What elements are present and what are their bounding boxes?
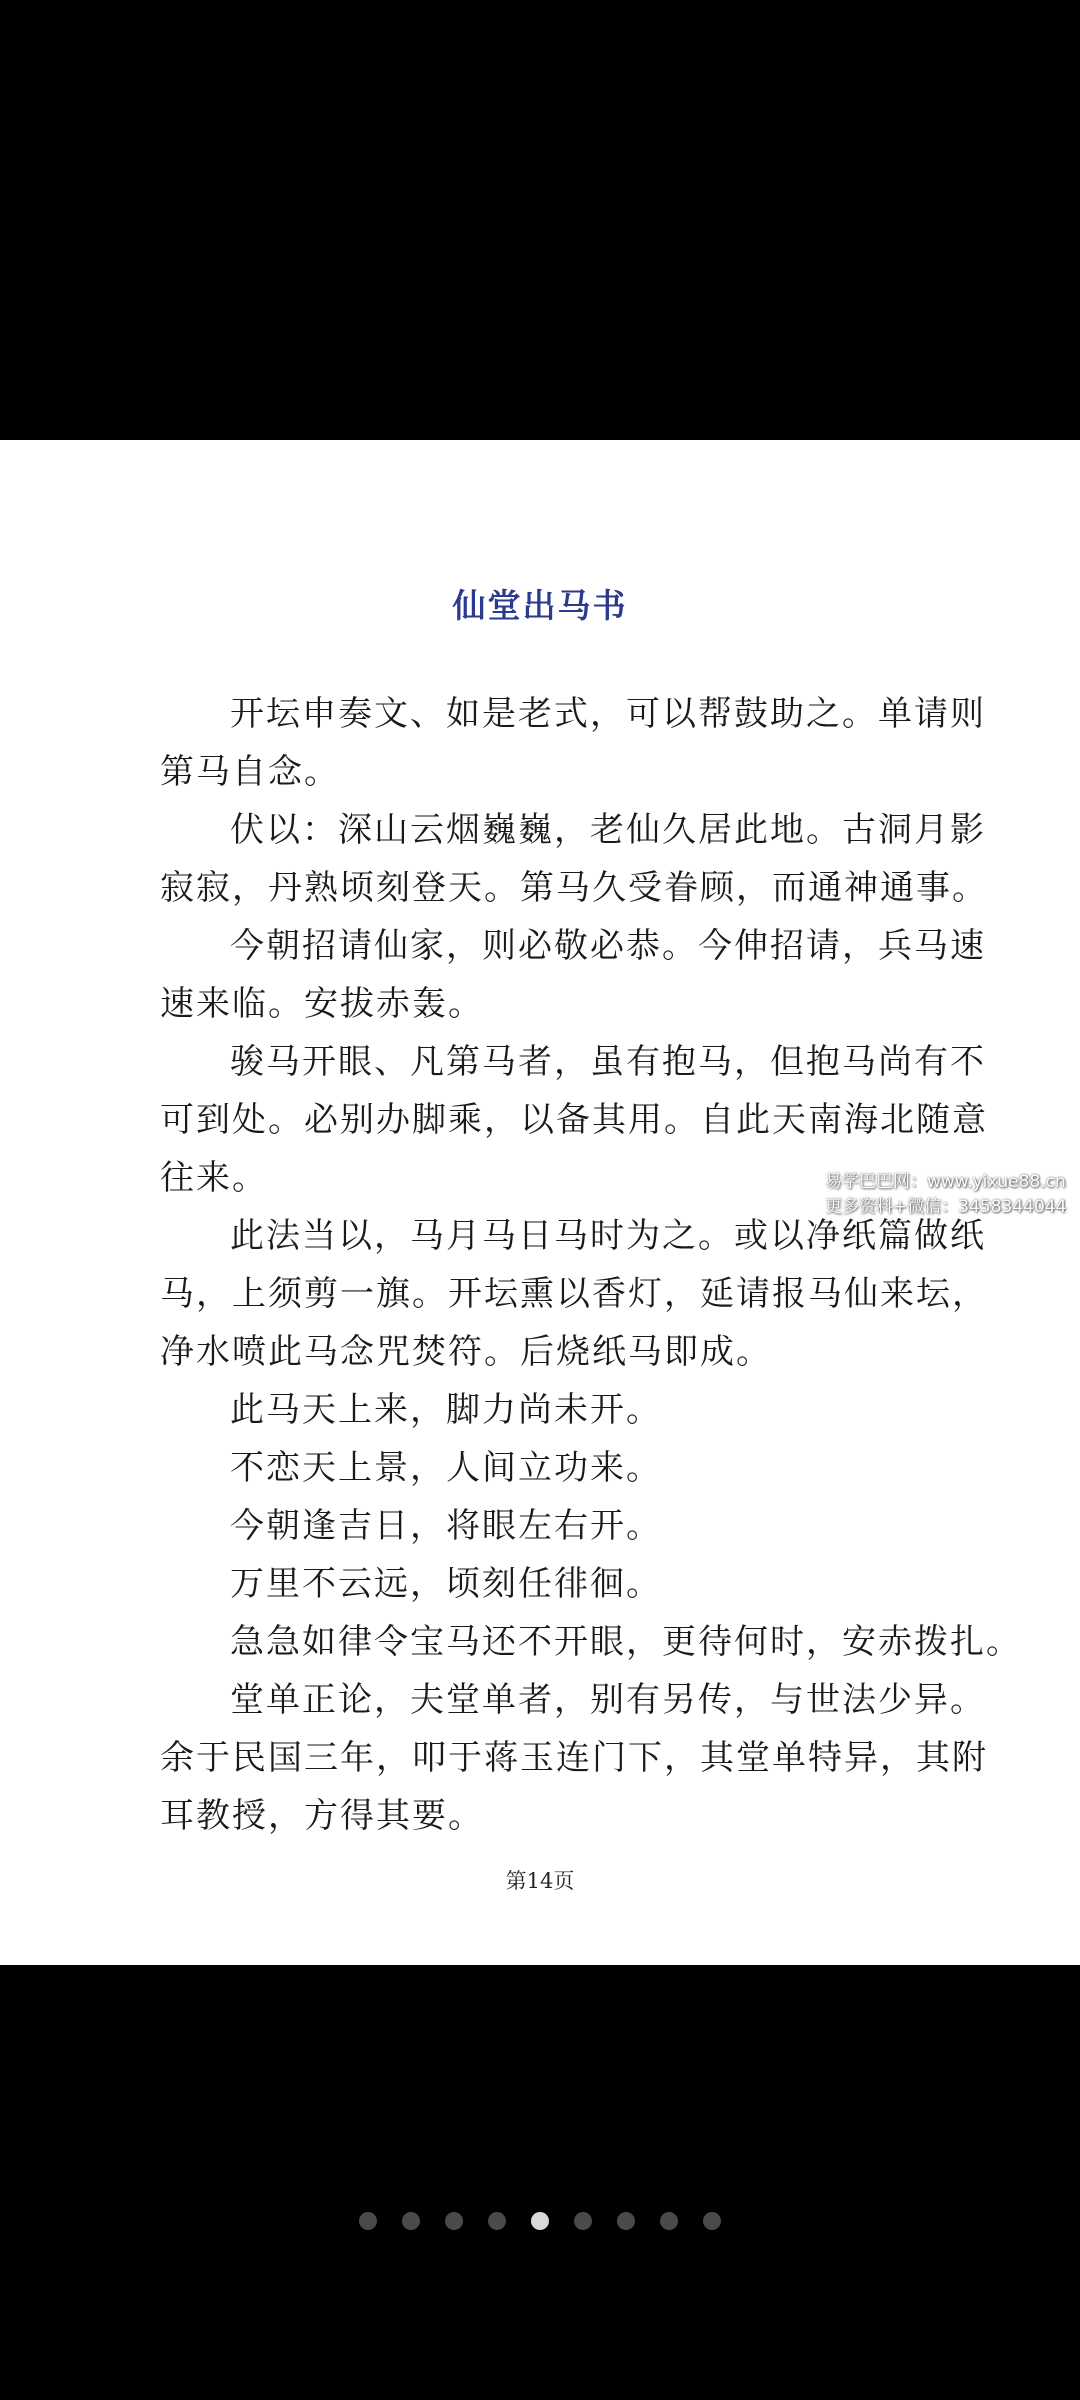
text-line: 耳教授，方得其要。 <box>160 1796 484 1836</box>
text-line: 马，上须剪一旗。开坛熏以香灯，延请报马仙来坛， <box>160 1274 988 1314</box>
text-line: 此法当以，马月马日马时为之。或以净纸篇做纸 <box>230 1216 986 1256</box>
text-line: 第马自念。 <box>160 752 340 792</box>
page-dot[interactable] <box>402 2212 420 2230</box>
page-title: 仙堂出马书 <box>452 586 628 625</box>
text-line: 往来。 <box>160 1158 268 1198</box>
page-dot[interactable] <box>660 2212 678 2230</box>
text-line: 今朝招请仙家，则必敬必恭。今伸招请，兵马速 <box>230 926 986 966</box>
text-line: 堂单正论，夫堂单者，别有另传，与世法少异。 <box>230 1680 986 1720</box>
page-dot[interactable] <box>574 2212 592 2230</box>
text-line: 寂寂，丹熟顷刻登天。第马久受眷顾，而通神通事。 <box>160 868 988 908</box>
text-line: 万里不云远，顷刻任徘徊。 <box>230 1564 662 1604</box>
page-number: 第14页 <box>505 1869 575 1893</box>
text-line: 开坛申奏文、如是老式，可以帮鼓助之。单请则 <box>230 694 986 734</box>
page-dot-active[interactable] <box>531 2212 549 2230</box>
watermark-line-1: 易学巴巴网：www.yixue88.cn <box>825 1172 1066 1192</box>
text-line: 此马天上来，脚力尚未开。 <box>230 1390 662 1430</box>
watermark <box>825 1170 1075 1220</box>
text-line: 速来临。安拔赤轰。 <box>160 984 484 1024</box>
text-line: 不恋天上景，人间立功来。 <box>230 1448 662 1488</box>
page-dot[interactable] <box>359 2212 377 2230</box>
page-dot[interactable] <box>445 2212 463 2230</box>
page-dot[interactable] <box>703 2212 721 2230</box>
text-line: 可到处。必别办脚乘，以备其用。自此天南海北随意 <box>160 1100 988 1140</box>
page-indicator[interactable] <box>0 2212 1080 2232</box>
text-line: 骏马开眼、凡第马者，虽有抱马，但抱马尚有不 <box>230 1042 986 1082</box>
watermark-line-2: 更多资料+微信：3458344044 <box>825 1197 1067 1217</box>
page-dot[interactable] <box>617 2212 635 2230</box>
text-line: 急急如律令宝马还不开眼，更待何时，安赤拨扎。 <box>230 1622 1022 1662</box>
text-line: 净水喷此马念咒焚符。后烧纸马即成。 <box>160 1332 772 1372</box>
text-line: 今朝逢吉日，将眼左右开。 <box>230 1506 662 1546</box>
text-line: 伏以：深山云烟巍巍，老仙久居此地。古洞月影 <box>230 810 986 850</box>
page-dot[interactable] <box>488 2212 506 2230</box>
text-line: 余于民国三年，叩于蒋玉连门下，其堂单特异，其附 <box>160 1738 988 1778</box>
